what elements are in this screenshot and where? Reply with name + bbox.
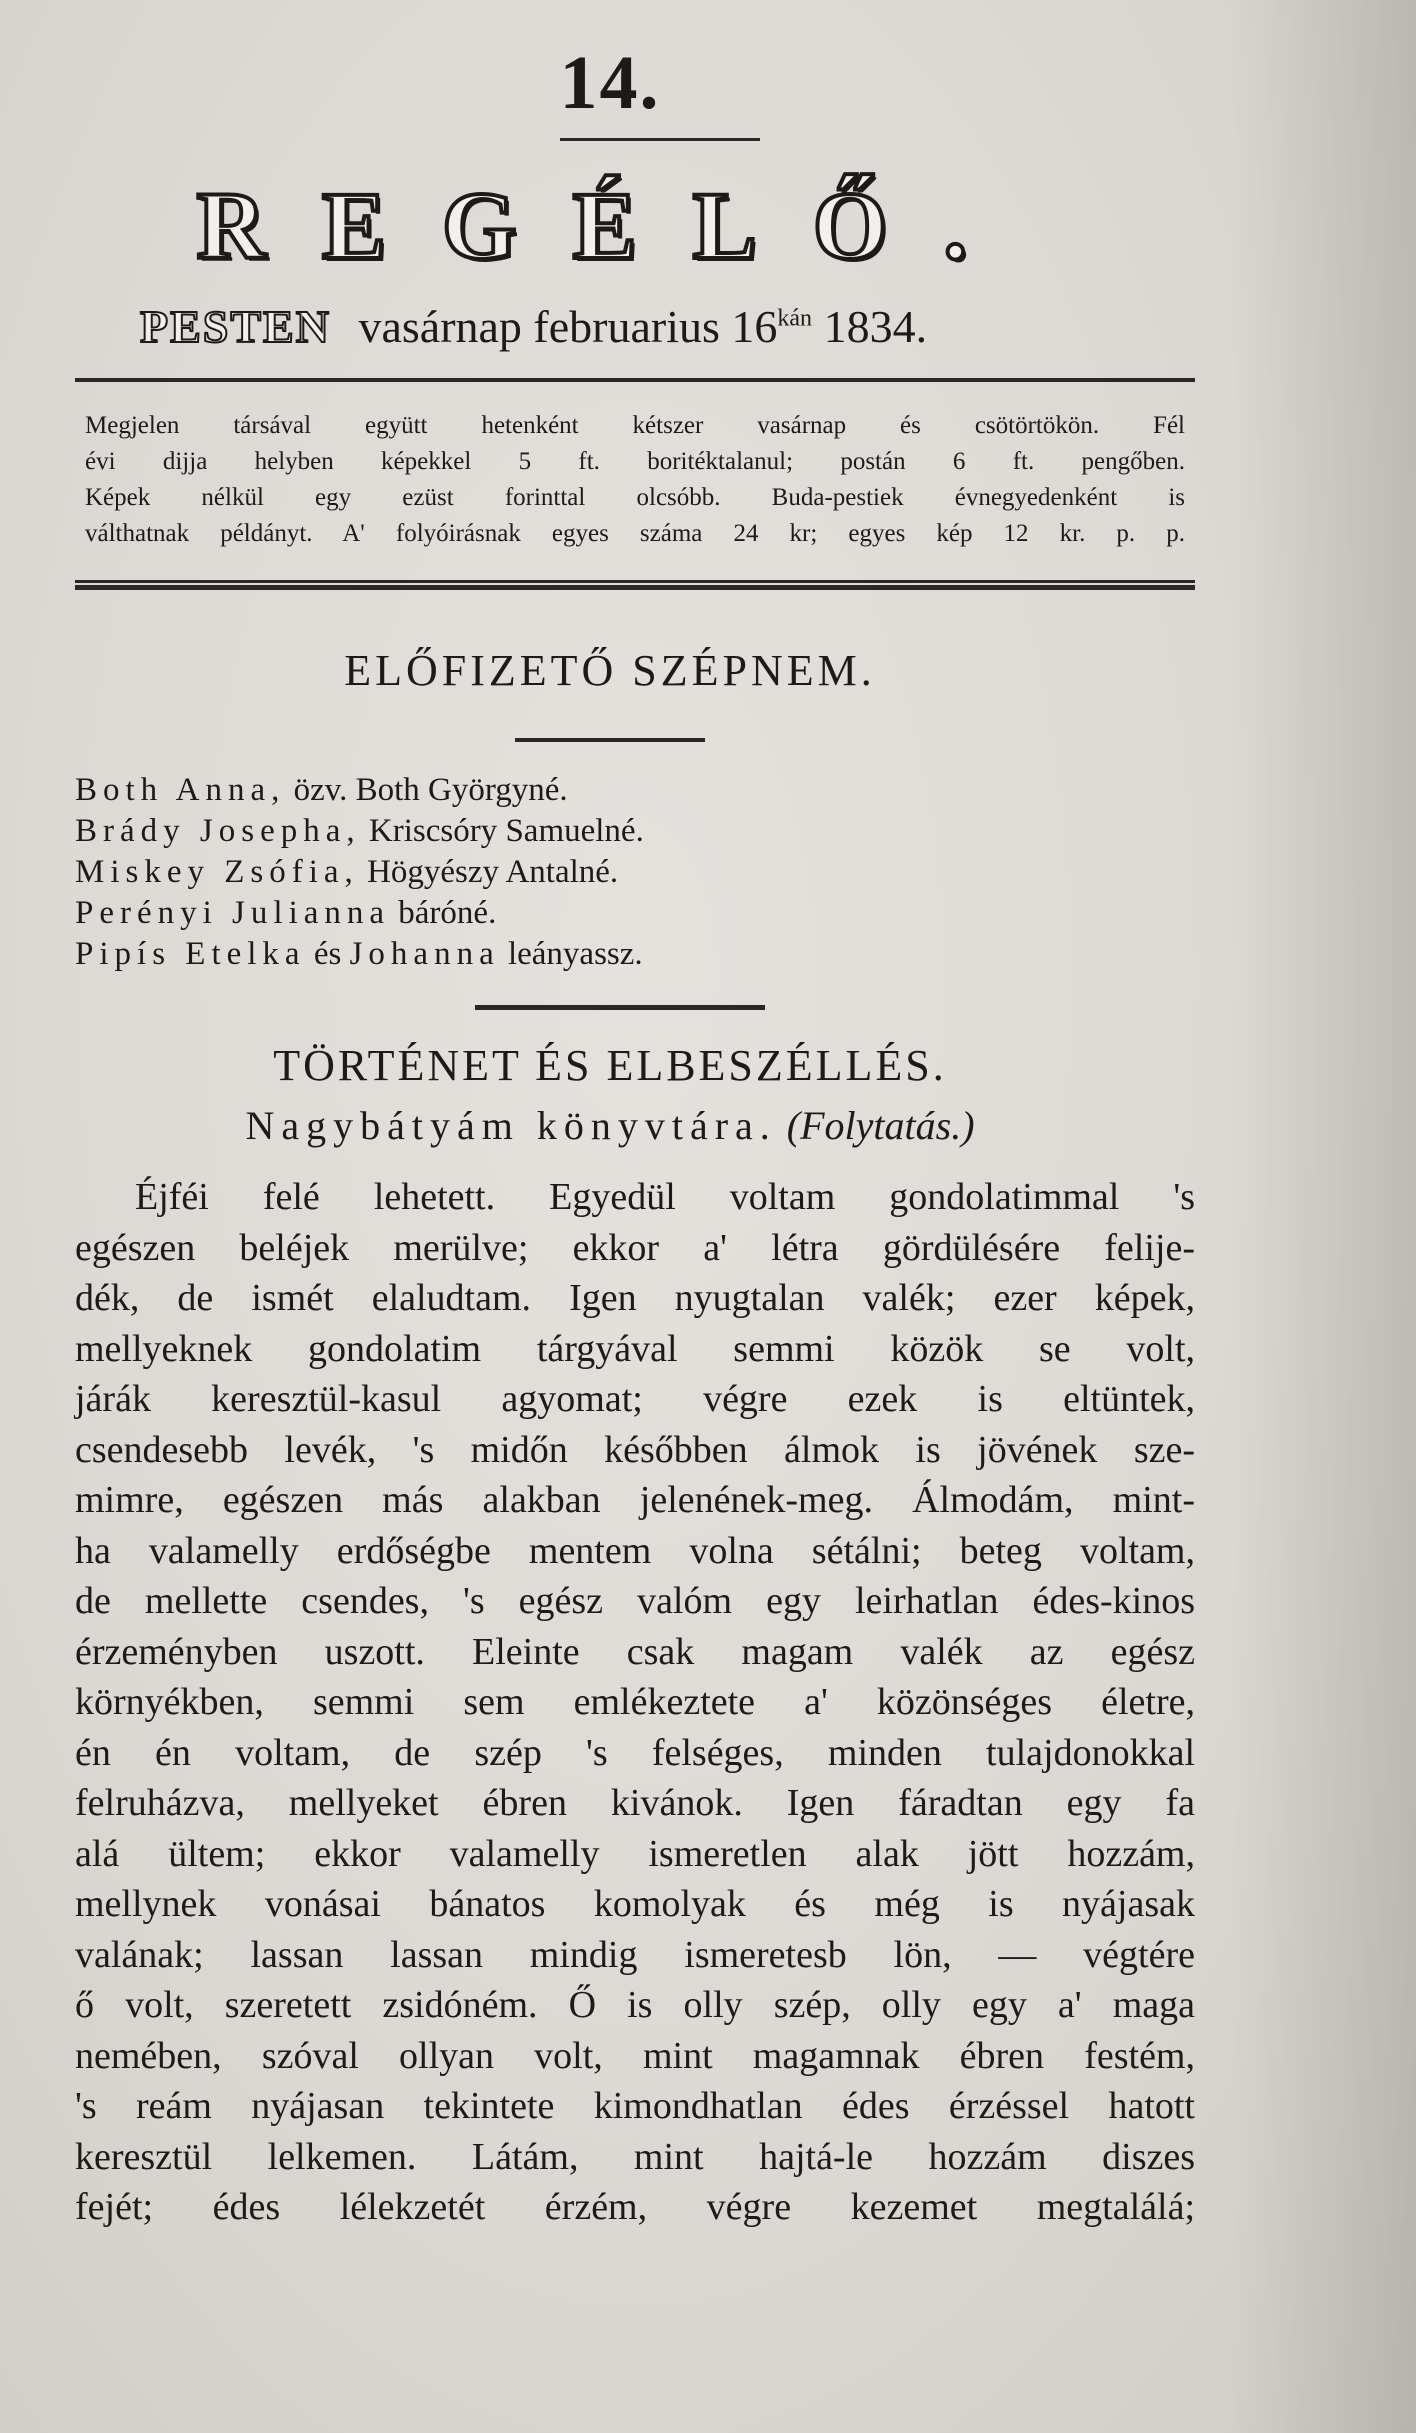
masthead-rule bbox=[75, 378, 1195, 382]
story-line: keresztül lelkemen. Látám, mint hajtá-le hozzám diszes bbox=[75, 2135, 1195, 2178]
dateline bbox=[140, 300, 1140, 353]
section-divider bbox=[475, 1005, 765, 1010]
page-fold-shadow bbox=[1230, 0, 1416, 2433]
story-line: én én voltam, de szép 's felséges, minden tulajdonokkal bbox=[75, 1731, 1195, 1774]
subscriber-detail: özv. Both Györgyné. bbox=[285, 772, 568, 808]
masthead-title: REGÉLŐ. bbox=[196, 172, 1024, 279]
list-item bbox=[75, 770, 1175, 811]
issue-number: 14. bbox=[559, 41, 661, 125]
notice-line: évi dijja helyben képekkel 5 ft. boritéktalanul; postán 6 ft. pengőben. bbox=[85, 448, 1185, 475]
dateline-date: vasárnap februarius 16 bbox=[358, 301, 778, 352]
story-body bbox=[75, 1172, 1195, 2233]
notice-line: Képek nélkül egy ezüst forinttal olcsóbb. Buda-pestiek évnegyedenként is bbox=[85, 484, 1185, 511]
story-line: ő volt, szeretett zsidóném. Ő is olly szép, olly egy a' maga bbox=[75, 1984, 1195, 2026]
story-line: 's reám nyájasan tekintete kimondhatlan édes érzéssel hatott bbox=[75, 2085, 1195, 2127]
story-line: felruházva, mellyeket ébren kivánok. Igen fáradtan egy fa bbox=[75, 1782, 1195, 1824]
story-line: egészen beléjek merülve; ekkor a' létra gördülésére felije- bbox=[75, 1226, 1195, 1269]
story-line: alá ültem; ekkor valamelly ismeretlen alak jött hozzám, bbox=[75, 1832, 1195, 1875]
list-item bbox=[75, 893, 1175, 934]
story-line: nemében, szóval ollyan volt, mint magamnak ébren festém, bbox=[75, 2034, 1195, 2077]
story-line: érzeményben uszott. Eleinte csak magam valék az egész bbox=[75, 1630, 1195, 1673]
story-title-note: (Folytatás.) bbox=[786, 1103, 975, 1148]
subscriber-detail: báróné. bbox=[390, 895, 497, 931]
story-line: járák keresztül-kasul agyomat; végre ezek is eltüntek, bbox=[75, 1378, 1195, 1420]
story-line: valának; lassan lassan mindig ismeretesb lön, — végtére bbox=[75, 1933, 1195, 1976]
list-item bbox=[75, 934, 1175, 975]
story-line: dék, de ismét elaludtam. Igen nyugtalan valék; ezer képek, bbox=[75, 1277, 1195, 1319]
story-line: ha valamelly erdőségbe mentem volna sétálni; beteg voltam, bbox=[75, 1529, 1195, 1572]
story-line: környékben, semmi sem emlékeztete a' közönséges életre, bbox=[75, 1681, 1195, 1723]
list-item bbox=[75, 811, 1175, 852]
subscriber-name: Perényi Julianna bbox=[75, 895, 391, 931]
story-section-heading: TÖRTÉNET ÉS ELBESZÉLLÉS. bbox=[273, 1041, 947, 1090]
subscriber-name: Brády Josepha, bbox=[75, 813, 361, 849]
subscribers-heading: ELŐFIZETŐ SZÉPNEM. bbox=[344, 646, 876, 695]
story-title-text: Nagybátyám könyvtára. bbox=[245, 1103, 777, 1148]
subscriber-detail: leányassz. bbox=[499, 936, 643, 972]
notice-line: Megjelen társával együtt hetenként kétszer vasárnap és csötörtökön. Fél bbox=[85, 412, 1185, 439]
subscription-notice bbox=[85, 408, 1185, 552]
subscriber-list bbox=[75, 770, 1175, 975]
notice-line: válthatnak példányt. A' folyóirásnak egyes száma 24 kr; egyes kép 12 kr. p. p. bbox=[85, 520, 1185, 547]
issue-number-rule bbox=[560, 138, 760, 141]
subscribers-heading-rule bbox=[515, 738, 705, 742]
story-line: de mellette csendes, 's egész valóm egy leirhatlan édes-kinos bbox=[75, 1580, 1195, 1622]
dateline-year: 1834. bbox=[823, 301, 928, 352]
story-line: mellyeknek gondolatim tárgyával semmi közök se volt, bbox=[75, 1327, 1195, 1370]
story-line: fejét; édes lélekzetét érzém, végre kezemet megtalálá; bbox=[75, 2186, 1195, 2228]
subscriber-name: Miskey Zsófia, bbox=[75, 854, 359, 890]
subscriber-detail: Högyészy Antalné. bbox=[358, 854, 619, 890]
list-item bbox=[75, 852, 1175, 893]
story-title bbox=[0, 1102, 1220, 1149]
subscriber-name: Both Anna, bbox=[75, 772, 286, 808]
story-line: mellynek vonásai bánatos komolyak és még is nyájasak bbox=[75, 1883, 1195, 1925]
subscriber-detail: és bbox=[305, 936, 350, 972]
story-line: mimre, egészen más alakban jelenének-meg. Álmodám, mint- bbox=[75, 1479, 1195, 1521]
story-line: csendesebb levék, 's midőn későbben álmok is jövének sze- bbox=[75, 1428, 1195, 1471]
story-line: Éjféi felé lehetett. Egyedül voltam gondolatimmal 's bbox=[135, 1176, 1195, 1218]
subscriber-name: Johanna bbox=[349, 936, 500, 972]
subscriber-detail: Kriscsóry Samuelné. bbox=[360, 813, 644, 849]
subscriber-name: Pipís Etelka bbox=[75, 936, 306, 972]
dateline-suffix: kán bbox=[777, 305, 813, 332]
notice-rule bbox=[75, 580, 1195, 590]
dateline-city: PESTEN bbox=[140, 301, 331, 352]
